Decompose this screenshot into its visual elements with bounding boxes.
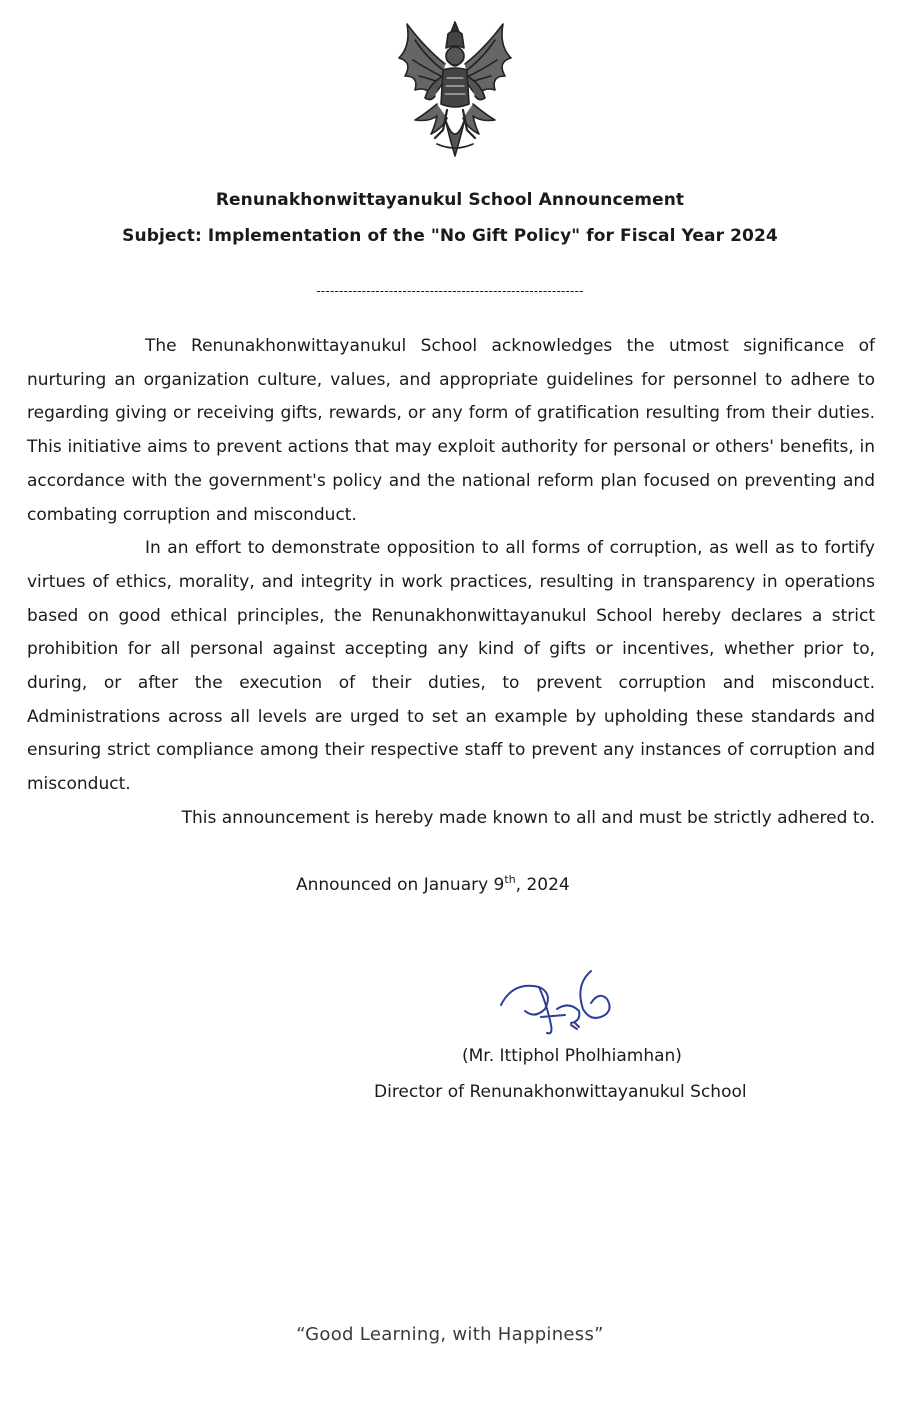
body-paragraph: The Renunakhonwittayanukul School acknowledges the utmost significance of nurturing an organization culture, values, and appropriate guidelines for personnel to adhere to regarding giving or receiving gifts, rewards, or any form of gratification resulting from their duties. This initiative aims to prevent actions that may exploit authority for personal or others' benefits, in accordance with the government's policy and the national reform plan focused on preventing and combating corruption and misconduct. (27, 336, 875, 525)
director-signature (495, 965, 635, 1043)
closing-statement: This announcement is hereby made known to all and must be strictly adhered to. (181, 807, 875, 828)
announcement-date (296, 873, 570, 895)
garuda-emblem-icon (385, 18, 525, 160)
announcement-title: Renunakhonwittayanukul School Announcement (215, 190, 685, 210)
announcement-body (27, 330, 875, 836)
separator-line: ----------------------------------------------------------- (316, 284, 584, 298)
date-ordinal-suffix: th (504, 873, 516, 886)
school-motto: “Good Learning, with Happiness” (296, 1324, 604, 1345)
announcement-date-year: , 2024 (515, 875, 570, 895)
signer-position: Director of Renunakhonwittayanukul School (374, 1082, 747, 1102)
signer-name: (Mr. Ittiphol Pholhiamhan) (462, 1046, 682, 1066)
announcement-subject: Subject: Implementation of the "No Gift Policy" for Fiscal Year 2024 (122, 226, 778, 246)
announcement-date-text: Announced on January 9 (296, 875, 505, 895)
body-paragraph: In an effort to demonstrate opposition to all forms of corruption, as well as to fortify virtues of ethics, morality, and integrity in work practices, resulting in transparency in operations based on good ethical principles, the Renunakhonwittayanukul School hereby declares a strict prohibition for all personal against accepting any kind of gifts or incentives, whether prior to, during, or after the execution of their duties, to prevent corruption and misconduct. Administrations across all levels are urged to set an example by upholding these standards and ensuring strict compliance among their respective staff to prevent any instances of corruption and misconduct. (27, 538, 875, 795)
